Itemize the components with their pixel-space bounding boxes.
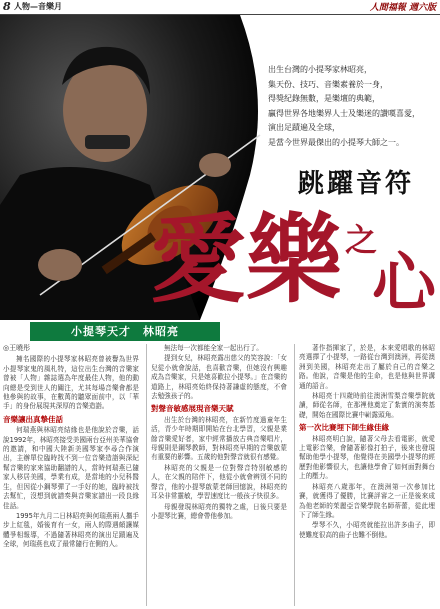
page-header — [0, 0, 440, 15]
article-column-2 — [151, 344, 287, 606]
paragraph: 母親發現林昭亮的獨特之處，日後只要是小提琴比賽，總會帶他參加。 — [151, 502, 287, 520]
intro-line: 集天份、技巧、音樂素養於一身， — [268, 79, 388, 89]
subtitle-banner: 小提琴天才 林昭亮 — [30, 322, 220, 341]
article-column-1 — [3, 344, 139, 606]
calligraphy-title — [150, 193, 440, 313]
column-divider — [294, 344, 295, 606]
paragraph: 林昭亮明白說，隨著父母去看電影，就愛上電影音樂，會隨著影像打拍子，後來也發現幫助他學小提琴，他覺得在美國學小提琴的經歷對他影響很大，也讓他學會了如何面對舞台上的壓力。 — [299, 434, 435, 481]
paragraph: 林昭亮十四歲時前往澳洲雪梨音樂學院就讀，師從名師，在那裡他奠定了紮實的演奏基礎，開始在國際比賽中嶄露頭角。 — [299, 392, 435, 419]
paragraph: 何瑞燕與林昭亮結緣也是他說於音樂，話說1992年，林昭亮接受美國兩台亞州美華協會的邀請，和中國大陸新美國琴家李尋合作演出，主辦單位臨時找不到一位音樂造詣與深紀幫音樂的家來協助翻譜的人，當時何瑞燕已隨家人移居美國，學業有成，是當地的小兒科醫生，但因從小鋼琴彈了一手好的她，臨時被找去幫忙，沒想到就譜奏與音樂家譜出一段良緣佳話。 — [3, 426, 139, 510]
intro-text — [268, 63, 436, 150]
subheading: 音樂讓出真摯佳話 — [3, 414, 63, 424]
paragraph: 提到女兒，林昭亮露出慈父的笑容說：「女兒從小就會說話，也喜歡音樂，但她沒有興趣成為音樂家，只是她喜歡拉小提琴。」在音樂的道路上，林昭亮始終保持著謙虛的態度，不會去勉強孩子的。 — [151, 354, 287, 401]
intro-line: 是當今世界最傑出的小提琴大師之一。 — [268, 137, 404, 147]
intro-line: 出生台灣的小提琴家林昭亮， — [268, 65, 372, 74]
page-number: 8 — [3, 0, 11, 13]
intro-line: 得獎紀錄無數，是樂壇的典範， — [268, 94, 380, 103]
paragraph: 學琴不久，小昭亮就能拉出許多曲子，即使難度很高的曲子也難不倒他。 — [299, 521, 435, 539]
paragraph: 擁名國際的小提琴家林昭亮曾被譽為世界小提琴家鬼的風札特，這位出生台灣的音樂家曾被「人物」雜誌選為年度最佳人物，他的動向總是受到世人的關注，尤其每場音樂會都是他參與的故事，在數萬的聽眾面前中，以「華手」的身份展現其深厚的音樂造詣。 — [3, 355, 139, 411]
paragraph: 無法每一次都能全家一起出行了。 — [164, 344, 263, 352]
hero-section — [0, 15, 440, 320]
paragraph: 1995年九月二日林昭亮與何瑞燕兩人攜手步上紅毯，婚後育有一女，兩人的際遇頗讓媒體爭相報導，不過隨著林昭亮的演出足蹟遍及全球，何瑞燕也成了最常隨行在側的人。 — [3, 511, 139, 549]
intro-line: 贏得世界各地樂界人士及樂迷的讚嘆喜愛， — [268, 108, 420, 118]
calligraphy-main: 愛樂 — [150, 203, 342, 313]
intro-line: 演出足蹟遍及全球， — [268, 123, 340, 132]
paragraph: 出生於台灣的林昭亮，在新竹度過童年生活，青少年時期即開始在台北學習，父親是業餘音樂愛好者，家中經常播放古典音樂唱片，母親則是鋼琴教師，對林昭亮早期的音樂啟蒙有重要的影響。五歲的他對聲音就很有感覺。 — [151, 415, 287, 462]
paragraph: 林昭亮八歲那年，在澳洲第一次參加比賽，就獲得了優勝，比賽評審之一正是後來成為他老師的茱麗亞音樂學院名師蒂蕾，從此埋下了師生緣。 — [299, 482, 435, 519]
paragraph: 林昭亮的父親是一位對聲音特別敏感的人，在父親的陪伴下，他從小就會辨別不同的聲音，他的小提琴啟蒙老師回憶說，林昭亮的耳朵非常靈敏，學習速度比一般孩子快很多。 — [151, 463, 287, 501]
calligraphy-last: 心 — [372, 246, 436, 313]
subheading: 第一次比賽埋下師生緣佳緣 — [299, 423, 389, 433]
paragraph: 著作指揮家了，於是，本來愛唱歌的林昭亮選擇了小提琴，一路從台灣到澳洲，再從澳洲到美國，林昭亮走出了屬於自己的音樂之路。他說，音樂是他的生命，也是他與世界溝通的語言。 — [299, 344, 435, 390]
calligraphy-mid: 之 — [345, 221, 378, 259]
section-title: 人物—音樂月 — [14, 2, 62, 11]
publication-logo: 人間福報 週六版 — [369, 3, 436, 13]
byline: ◎王曉彤 — [3, 344, 31, 352]
subheading: 對聲音敏感展現音樂天賦 — [151, 404, 234, 414]
column-divider — [146, 344, 147, 606]
article-column-3 — [299, 344, 435, 606]
headline: 跳躍音符 — [298, 169, 415, 199]
